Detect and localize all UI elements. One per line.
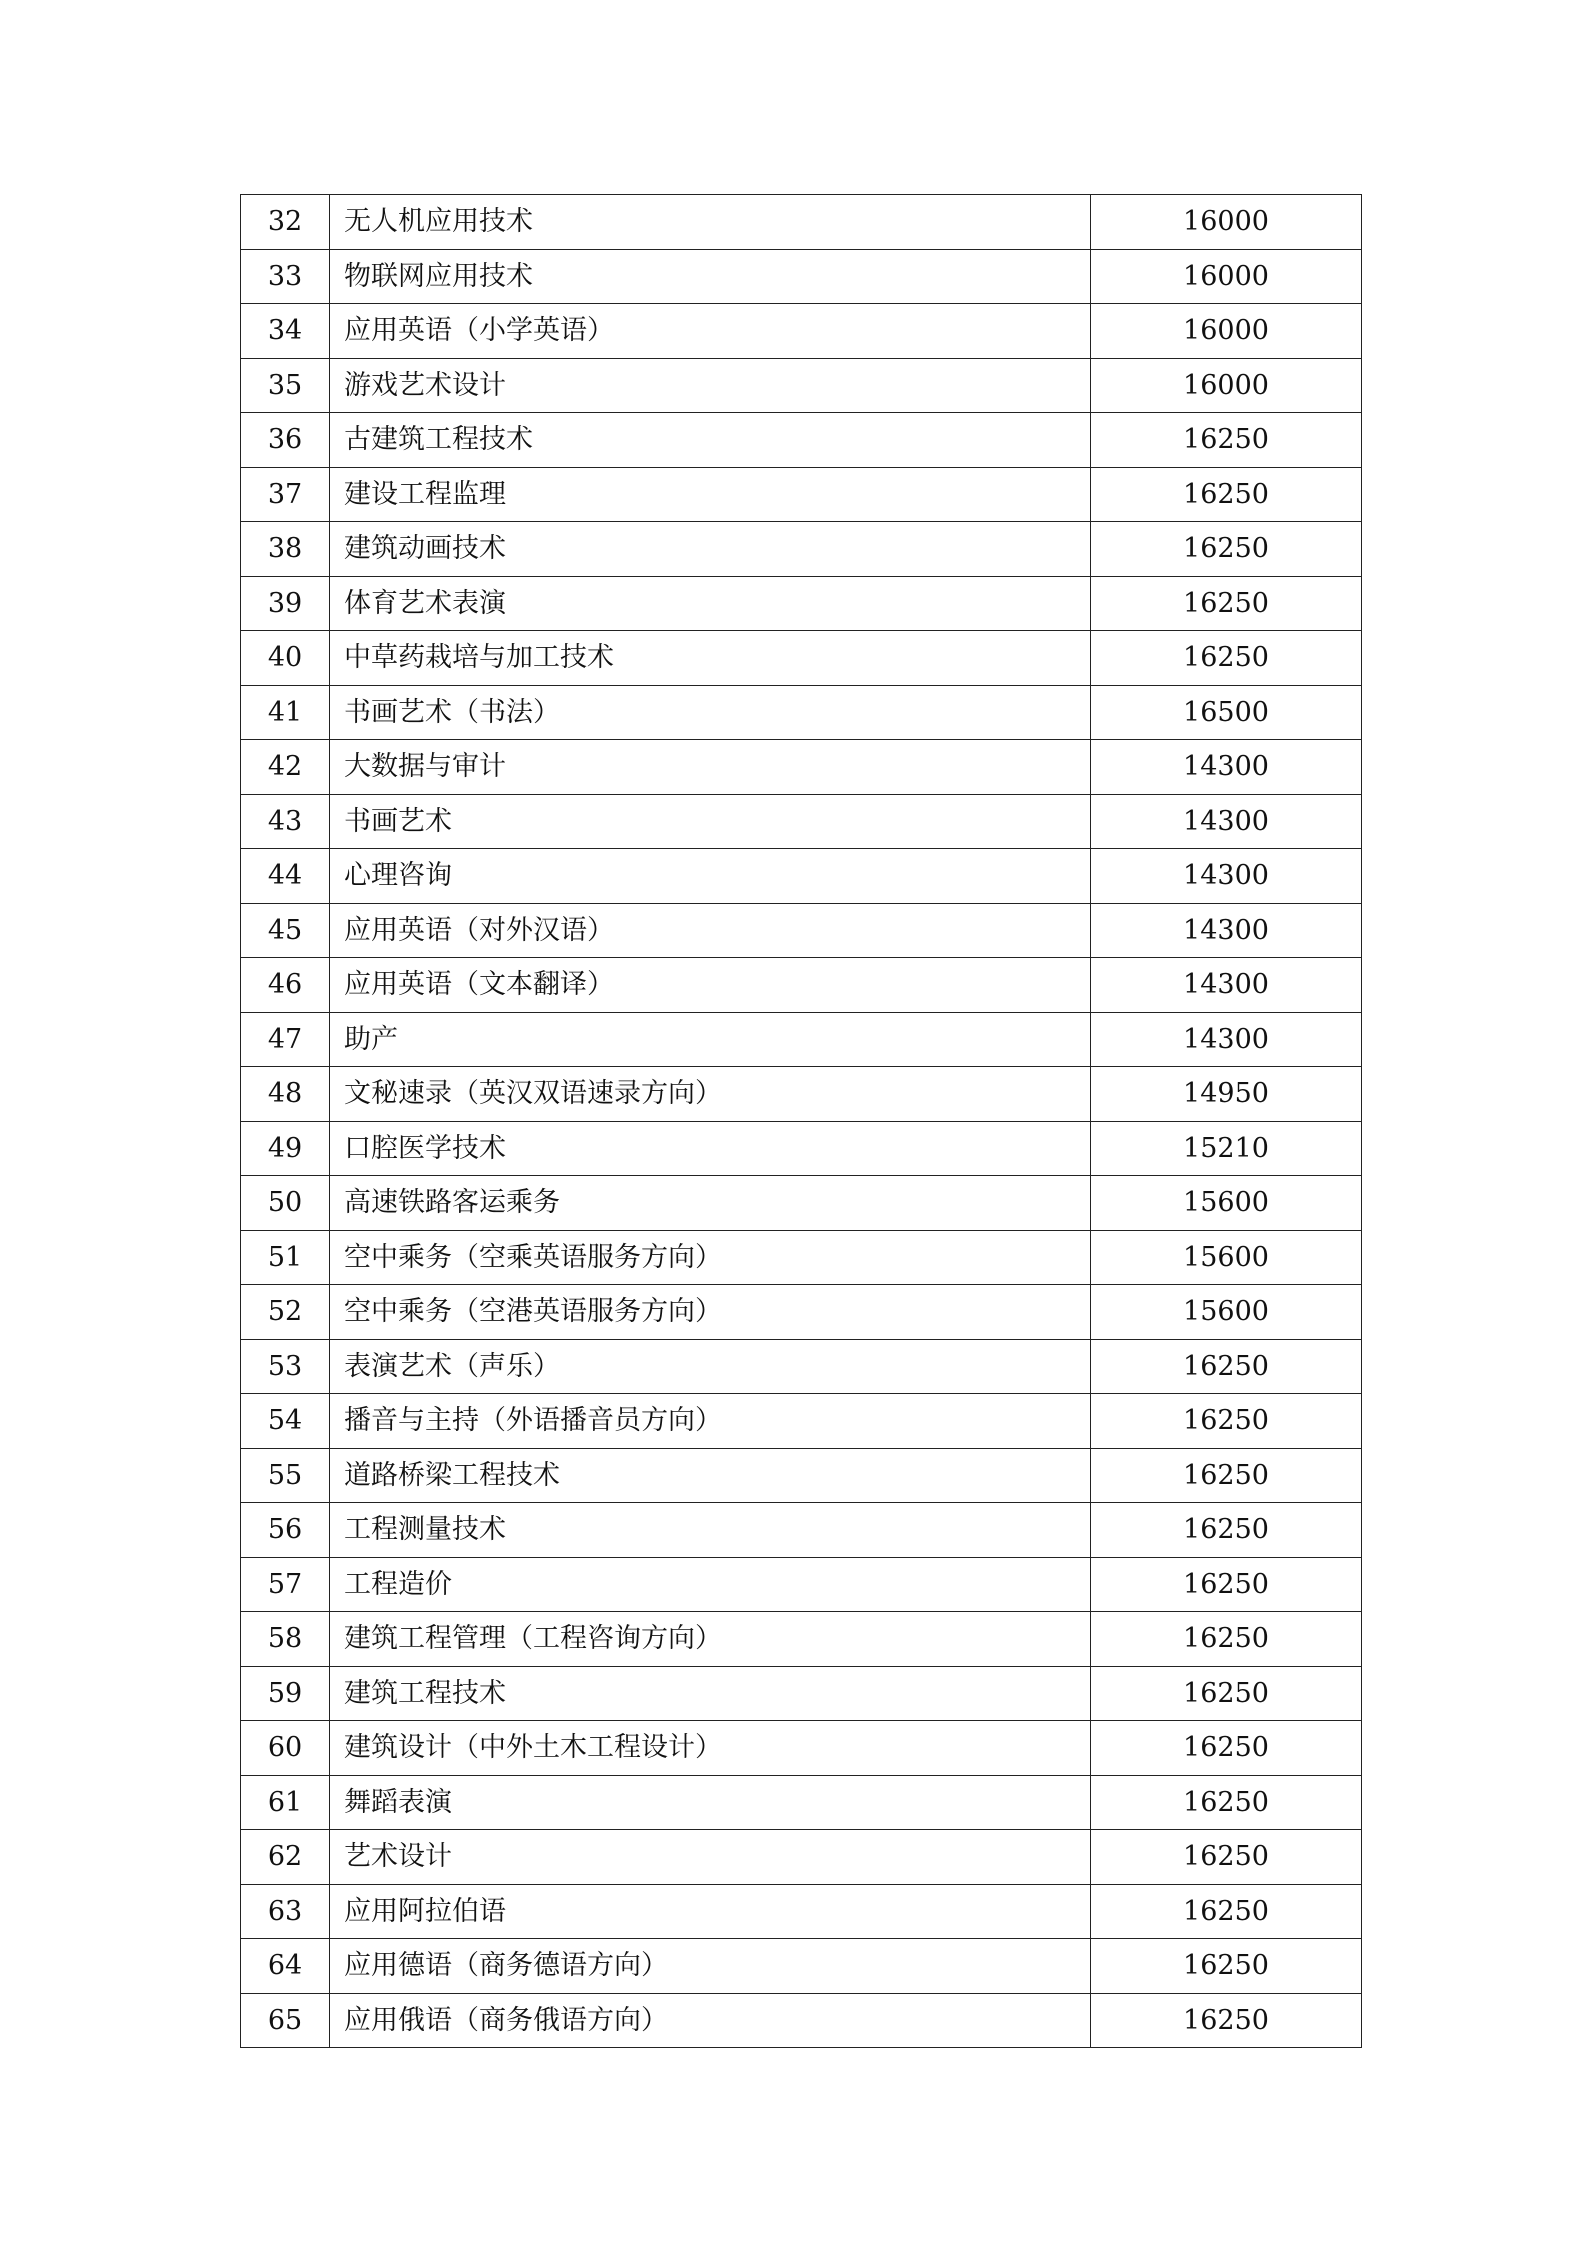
program-name-cell: 口腔医学技术 xyxy=(330,1121,1091,1176)
row-number-cell: 57 xyxy=(241,1557,330,1612)
row-number-cell: 43 xyxy=(241,794,330,849)
row-number-cell: 34 xyxy=(241,304,330,359)
tuition-fee-cell: 16250 xyxy=(1091,1557,1362,1612)
row-number-cell: 37 xyxy=(241,467,330,522)
table-row xyxy=(241,1612,1362,1667)
tuition-fee-cell: 16250 xyxy=(1091,1884,1362,1939)
table-row xyxy=(241,576,1362,631)
table-row xyxy=(241,1339,1362,1394)
tuition-fee-cell: 16250 xyxy=(1091,1721,1362,1776)
table-row xyxy=(241,1285,1362,1340)
program-name-cell: 中草药栽培与加工技术 xyxy=(330,631,1091,686)
table-row xyxy=(241,413,1362,468)
row-number-cell: 32 xyxy=(241,195,330,250)
tuition-table xyxy=(240,194,1362,2048)
program-name-cell: 播音与主持（外语播音员方向） xyxy=(330,1394,1091,1449)
row-number-cell: 42 xyxy=(241,740,330,795)
program-name-cell: 古建筑工程技术 xyxy=(330,413,1091,468)
table-row xyxy=(241,1721,1362,1776)
tuition-fee-cell: 16250 xyxy=(1091,467,1362,522)
tuition-fee-cell: 14300 xyxy=(1091,740,1362,795)
program-name-cell: 高速铁路客运乘务 xyxy=(330,1176,1091,1231)
tuition-fee-cell: 14950 xyxy=(1091,1067,1362,1122)
tuition-fee-cell: 16250 xyxy=(1091,1503,1362,1558)
tuition-fee-cell: 14300 xyxy=(1091,794,1362,849)
table-row xyxy=(241,1394,1362,1449)
tuition-fee-cell: 14300 xyxy=(1091,958,1362,1013)
tuition-fee-cell: 16250 xyxy=(1091,1775,1362,1830)
tuition-table-body xyxy=(241,195,1362,2048)
program-name-cell: 建筑工程技术 xyxy=(330,1666,1091,1721)
row-number-cell: 61 xyxy=(241,1775,330,1830)
table-row xyxy=(241,1176,1362,1231)
tuition-fee-cell: 16250 xyxy=(1091,1339,1362,1394)
tuition-fee-cell: 15600 xyxy=(1091,1230,1362,1285)
tuition-fee-cell: 16250 xyxy=(1091,1448,1362,1503)
row-number-cell: 36 xyxy=(241,413,330,468)
table-row xyxy=(241,1012,1362,1067)
tuition-fee-cell: 16250 xyxy=(1091,1993,1362,2048)
row-number-cell: 50 xyxy=(241,1176,330,1231)
tuition-fee-cell: 16250 xyxy=(1091,1394,1362,1449)
table-row xyxy=(241,958,1362,1013)
table-row xyxy=(241,631,1362,686)
tuition-fee-cell: 14300 xyxy=(1091,849,1362,904)
table-row xyxy=(241,358,1362,413)
table-row xyxy=(241,467,1362,522)
row-number-cell: 63 xyxy=(241,1884,330,1939)
row-number-cell: 40 xyxy=(241,631,330,686)
row-number-cell: 65 xyxy=(241,1993,330,2048)
tuition-fee-cell: 14300 xyxy=(1091,1012,1362,1067)
program-name-cell: 舞蹈表演 xyxy=(330,1775,1091,1830)
tuition-fee-cell: 16000 xyxy=(1091,358,1362,413)
row-number-cell: 47 xyxy=(241,1012,330,1067)
program-name-cell: 游戏艺术设计 xyxy=(330,358,1091,413)
tuition-fee-cell: 16500 xyxy=(1091,685,1362,740)
program-name-cell: 空中乘务（空乘英语服务方向） xyxy=(330,1230,1091,1285)
table-row xyxy=(241,849,1362,904)
tuition-fee-cell: 15600 xyxy=(1091,1285,1362,1340)
table-row xyxy=(241,1121,1362,1176)
table-row xyxy=(241,1448,1362,1503)
program-name-cell: 建筑工程管理（工程咨询方向） xyxy=(330,1612,1091,1667)
table-row xyxy=(241,1993,1362,2048)
row-number-cell: 52 xyxy=(241,1285,330,1340)
row-number-cell: 54 xyxy=(241,1394,330,1449)
table-row xyxy=(241,1666,1362,1721)
tuition-fee-cell: 16250 xyxy=(1091,631,1362,686)
program-name-cell: 大数据与审计 xyxy=(330,740,1091,795)
table-row xyxy=(241,903,1362,958)
program-name-cell: 无人机应用技术 xyxy=(330,195,1091,250)
table-row xyxy=(241,249,1362,304)
program-name-cell: 建筑动画技术 xyxy=(330,522,1091,577)
program-name-cell: 应用德语（商务德语方向） xyxy=(330,1939,1091,1994)
row-number-cell: 44 xyxy=(241,849,330,904)
program-name-cell: 工程测量技术 xyxy=(330,1503,1091,1558)
tuition-fee-cell: 16250 xyxy=(1091,1612,1362,1667)
row-number-cell: 48 xyxy=(241,1067,330,1122)
program-name-cell: 应用阿拉伯语 xyxy=(330,1884,1091,1939)
program-name-cell: 道路桥梁工程技术 xyxy=(330,1448,1091,1503)
tuition-fee-cell: 16250 xyxy=(1091,1830,1362,1885)
row-number-cell: 59 xyxy=(241,1666,330,1721)
row-number-cell: 58 xyxy=(241,1612,330,1667)
table-row xyxy=(241,1230,1362,1285)
table-row xyxy=(241,522,1362,577)
program-name-cell: 建设工程监理 xyxy=(330,467,1091,522)
table-row xyxy=(241,1503,1362,1558)
row-number-cell: 51 xyxy=(241,1230,330,1285)
tuition-fee-cell: 16000 xyxy=(1091,249,1362,304)
row-number-cell: 60 xyxy=(241,1721,330,1776)
program-name-cell: 应用俄语（商务俄语方向） xyxy=(330,1993,1091,2048)
program-name-cell: 表演艺术（声乐） xyxy=(330,1339,1091,1394)
row-number-cell: 45 xyxy=(241,903,330,958)
row-number-cell: 46 xyxy=(241,958,330,1013)
row-number-cell: 39 xyxy=(241,576,330,631)
table-row xyxy=(241,1939,1362,1994)
program-name-cell: 体育艺术表演 xyxy=(330,576,1091,631)
table-row xyxy=(241,740,1362,795)
program-name-cell: 空中乘务（空港英语服务方向） xyxy=(330,1285,1091,1340)
table-row xyxy=(241,794,1362,849)
tuition-fee-cell: 16250 xyxy=(1091,1666,1362,1721)
table-row xyxy=(241,685,1362,740)
tuition-fee-cell: 16000 xyxy=(1091,304,1362,359)
table-row xyxy=(241,1557,1362,1612)
tuition-fee-cell: 16250 xyxy=(1091,522,1362,577)
program-name-cell: 艺术设计 xyxy=(330,1830,1091,1885)
program-name-cell: 文秘速录（英汉双语速录方向） xyxy=(330,1067,1091,1122)
program-name-cell: 工程造价 xyxy=(330,1557,1091,1612)
program-name-cell: 应用英语（对外汉语） xyxy=(330,903,1091,958)
program-name-cell: 书画艺术（书法） xyxy=(330,685,1091,740)
program-name-cell: 应用英语（小学英语） xyxy=(330,304,1091,359)
row-number-cell: 55 xyxy=(241,1448,330,1503)
tuition-fee-cell: 16250 xyxy=(1091,413,1362,468)
row-number-cell: 62 xyxy=(241,1830,330,1885)
program-name-cell: 心理咨询 xyxy=(330,849,1091,904)
row-number-cell: 64 xyxy=(241,1939,330,1994)
row-number-cell: 56 xyxy=(241,1503,330,1558)
tuition-fee-cell: 16250 xyxy=(1091,576,1362,631)
row-number-cell: 49 xyxy=(241,1121,330,1176)
tuition-fee-cell: 15600 xyxy=(1091,1176,1362,1231)
program-name-cell: 书画艺术 xyxy=(330,794,1091,849)
table-row xyxy=(241,1830,1362,1885)
table-row xyxy=(241,304,1362,359)
tuition-fee-cell: 14300 xyxy=(1091,903,1362,958)
tuition-fee-cell: 16000 xyxy=(1091,195,1362,250)
table-row xyxy=(241,1775,1362,1830)
row-number-cell: 53 xyxy=(241,1339,330,1394)
table-row xyxy=(241,1067,1362,1122)
table-row xyxy=(241,195,1362,250)
program-name-cell: 物联网应用技术 xyxy=(330,249,1091,304)
program-name-cell: 助产 xyxy=(330,1012,1091,1067)
tuition-fee-cell: 15210 xyxy=(1091,1121,1362,1176)
row-number-cell: 35 xyxy=(241,358,330,413)
tuition-fee-cell: 16250 xyxy=(1091,1939,1362,1994)
row-number-cell: 33 xyxy=(241,249,330,304)
table-row xyxy=(241,1884,1362,1939)
row-number-cell: 38 xyxy=(241,522,330,577)
program-name-cell: 建筑设计（中外土木工程设计） xyxy=(330,1721,1091,1776)
row-number-cell: 41 xyxy=(241,685,330,740)
program-name-cell: 应用英语（文本翻译） xyxy=(330,958,1091,1013)
